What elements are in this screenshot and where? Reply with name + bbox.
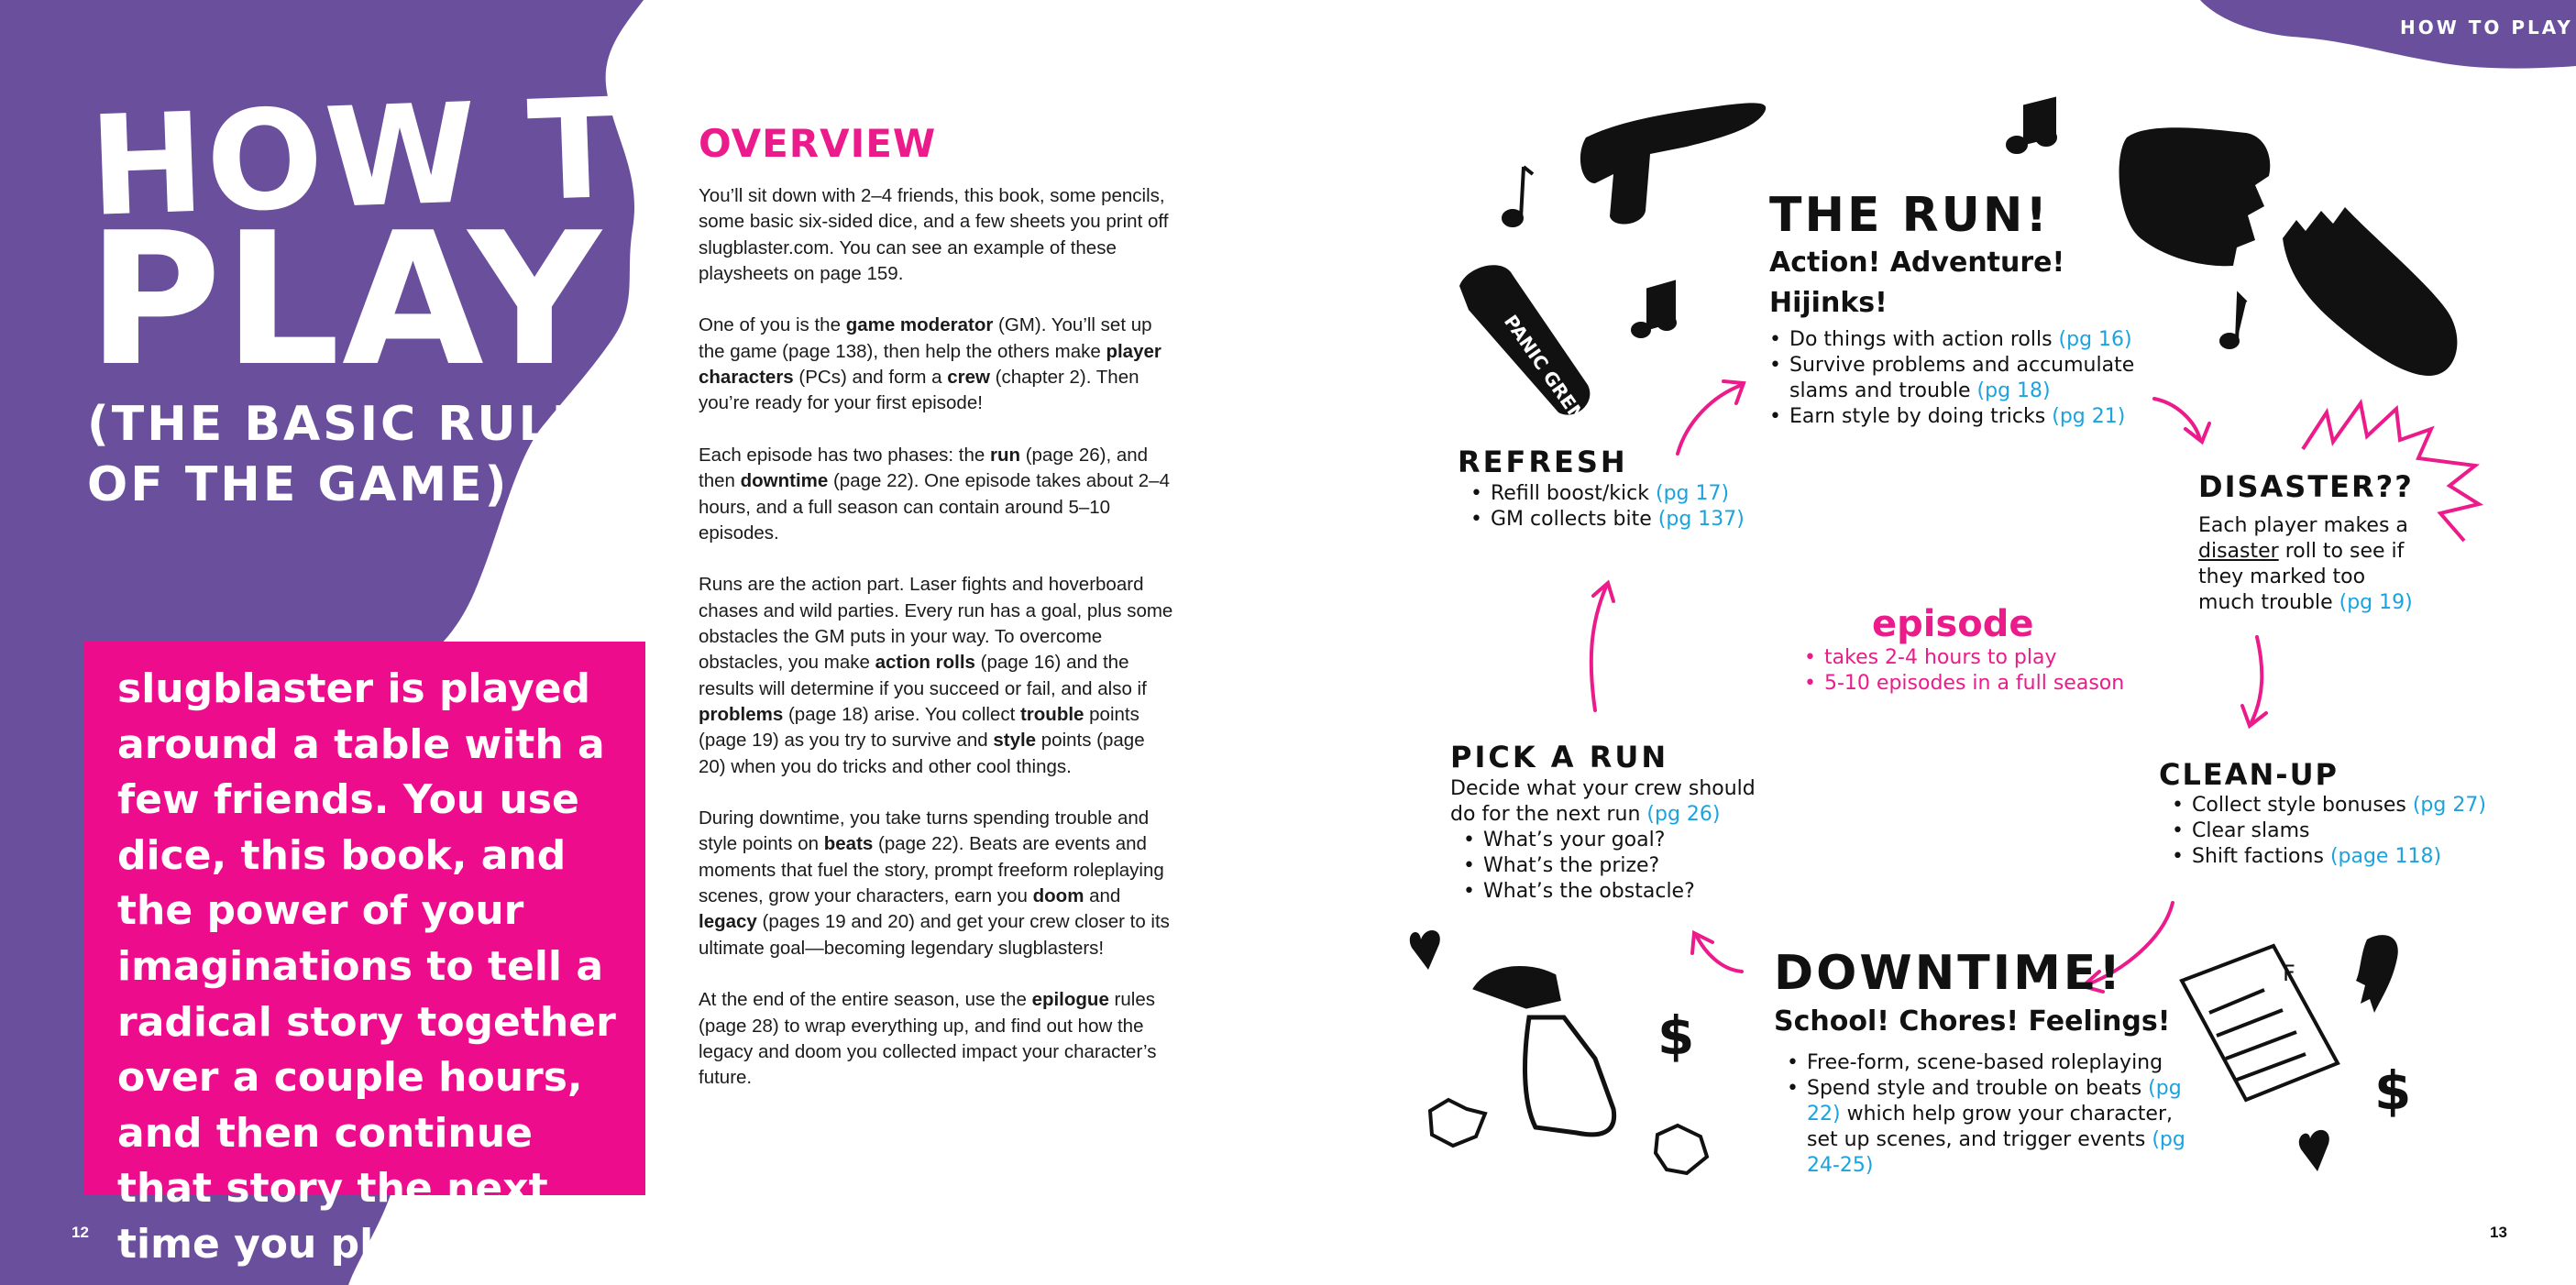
run-subtitle: Action! Adventure! Hijinks!: [1769, 247, 2065, 319]
broken-heart-icon: [2356, 935, 2398, 1013]
overview-heading: OVERVIEW: [699, 121, 937, 166]
overview-paragraph-3: Each episode has two phases: the run (page 26), and then downtime (page 22). One episode takes about 2–4 hours, and a full season can contain around 5–10 episodes.: [699, 444, 1170, 544]
svg-text:$: $: [1657, 1005, 1695, 1067]
page-number-right: 13: [2490, 1224, 2507, 1241]
list-item: • Earn style by doing tricks (pg 21): [1769, 404, 2154, 430]
downtime-title: DOWNTIME!: [1774, 946, 2124, 1001]
pick-run-title: PICK A RUN: [1450, 740, 1669, 774]
refresh-section: [1458, 443, 1751, 533]
callout-text: slugblaster is played around a table with a few friends. You use dice, this book, and the power of your imaginations to tell a radical story together over a couple hours, and then continue that story the next time you play.: [117, 665, 616, 1268]
pick-run-section: [1450, 738, 1762, 905]
list-item: • Shift factions (page 118): [2172, 844, 2489, 870]
list-item: • 5-10 episodes in a full season: [1804, 671, 2134, 697]
subtitle-line-2: OF THE GAME): [87, 457, 510, 512]
overview-paragraph-5: During downtime, you take turns spending trouble and style points on beats (page 22). Beats are events and moments that fuel the story, prompt freeform roleplaying scenes, grow your characters, earn you doom and legacy (pages 19 and 20) and get your crew closer to its ultimate goal—becoming legendary slugblasters!: [699, 807, 1170, 959]
episode-list: [1804, 645, 2134, 697]
list-item: • Collect style bonuses (pg 27): [2172, 793, 2489, 818]
list-item: • Clear slams: [2172, 818, 2489, 844]
cleanup-list: [2172, 793, 2489, 870]
disaster-desc: Each player makes a disaster roll to see if they marked too much trouble (pg 19): [2198, 514, 2413, 614]
overview-paragraph-4: Runs are the action part. Laser fights and hoverboard chases and wild parties. Every run has a goal, plus some obstacles the GM puts in your way. To overcome obstacles, you make action rolls (page 16) and the results will determine if you succeed or fail, and also if problems (page 18) arise. You collect trouble points (page 19) as you try to survive and style points (page 20) when you do tricks and other cool things.: [699, 574, 1173, 777]
page-title-line-2: PLAY: [87, 193, 603, 407]
list-item: • Spend style and trouble on beats (pg 22) which help grow your character, set up scenes, and trigger events (pg 24-25): [1787, 1076, 2208, 1179]
list-item: • Survive problems and accumulate slams and trouble (pg 18): [1769, 353, 2154, 404]
pick-run-desc: Decide what your crew should do for the next run (pg 26): [1450, 777, 1756, 826]
cleanup-title: CLEAN-UP: [2159, 757, 2339, 792]
refresh-title: REFRESH: [1458, 445, 1628, 479]
downtime-list: [1787, 1050, 2208, 1179]
page-title-line-1: HOW TO: [86, 65, 745, 247]
list-item: • What’s the prize?: [1463, 853, 1762, 879]
svg-text:$: $: [2374, 1060, 2412, 1122]
downtime-subtitle: School! Chores! Feelings!: [1774, 1005, 2171, 1038]
running-head: HOW TO PLAY: [2400, 16, 2573, 38]
subtitle-line-1: (THE BASIC RULES: [87, 397, 624, 452]
pick-run-list: [1463, 828, 1762, 905]
soda-can-icon: [1459, 265, 1613, 460]
overview-paragraph-6: At the end of the entire season, use the epilogue rules (page 28) to wrap everything up, and find out how the legacy and doom you collected impact your character’s future.: [699, 989, 1157, 1089]
overview-paragraph-2: One of you is the game moderator (GM). You’ll set up the game (page 138), then help the others make player characters (PCs) and form a crew (chapter 2). Then you’re ready for your first episode!: [699, 314, 1161, 414]
soda-can-label: PANIC GRENADE: [1499, 311, 1614, 461]
list-item: • takes 2-4 hours to play: [1804, 645, 2134, 671]
spray-bottle-icon: [1476, 968, 1614, 1134]
list-item: • Do things with action rolls (pg 16): [1769, 327, 2154, 353]
disaster-section: [2198, 467, 2427, 616]
page-number-left: 12: [72, 1224, 89, 1241]
list-item: • Refill boost/kick (pg 17): [1470, 481, 1751, 507]
run-list: [1769, 327, 2154, 430]
list-item: • What’s your goal?: [1463, 828, 1762, 853]
list-item: • Free-form, scene-based roleplaying: [1787, 1050, 2208, 1076]
list-item: • What’s the obstacle?: [1463, 879, 1762, 905]
crumpled-paper-icon: [1430, 1100, 1707, 1173]
cleanup-section: [2159, 756, 2489, 870]
ray-gun-icon: [1580, 103, 1766, 224]
paper-grade: F: [2283, 961, 2295, 986]
episode-title: episode: [1872, 603, 2034, 645]
run-section: [1769, 188, 2191, 430]
run-title: THE RUN!: [1769, 188, 2051, 243]
downtime-section: [1774, 946, 2232, 1179]
overview-paragraph-1: You’ll sit down with 2–4 friends, this book, some pencils, some basic six-sided dice, and a few sheets you print off slugblaster.com. You can see an example of these playsheets on page 159.: [699, 185, 1169, 284]
refresh-list: [1470, 481, 1751, 533]
disaster-title: DISASTER??: [2198, 469, 2414, 504]
list-item: • GM collects bite (pg 137): [1470, 507, 1751, 533]
episode-section: [1804, 603, 2134, 697]
